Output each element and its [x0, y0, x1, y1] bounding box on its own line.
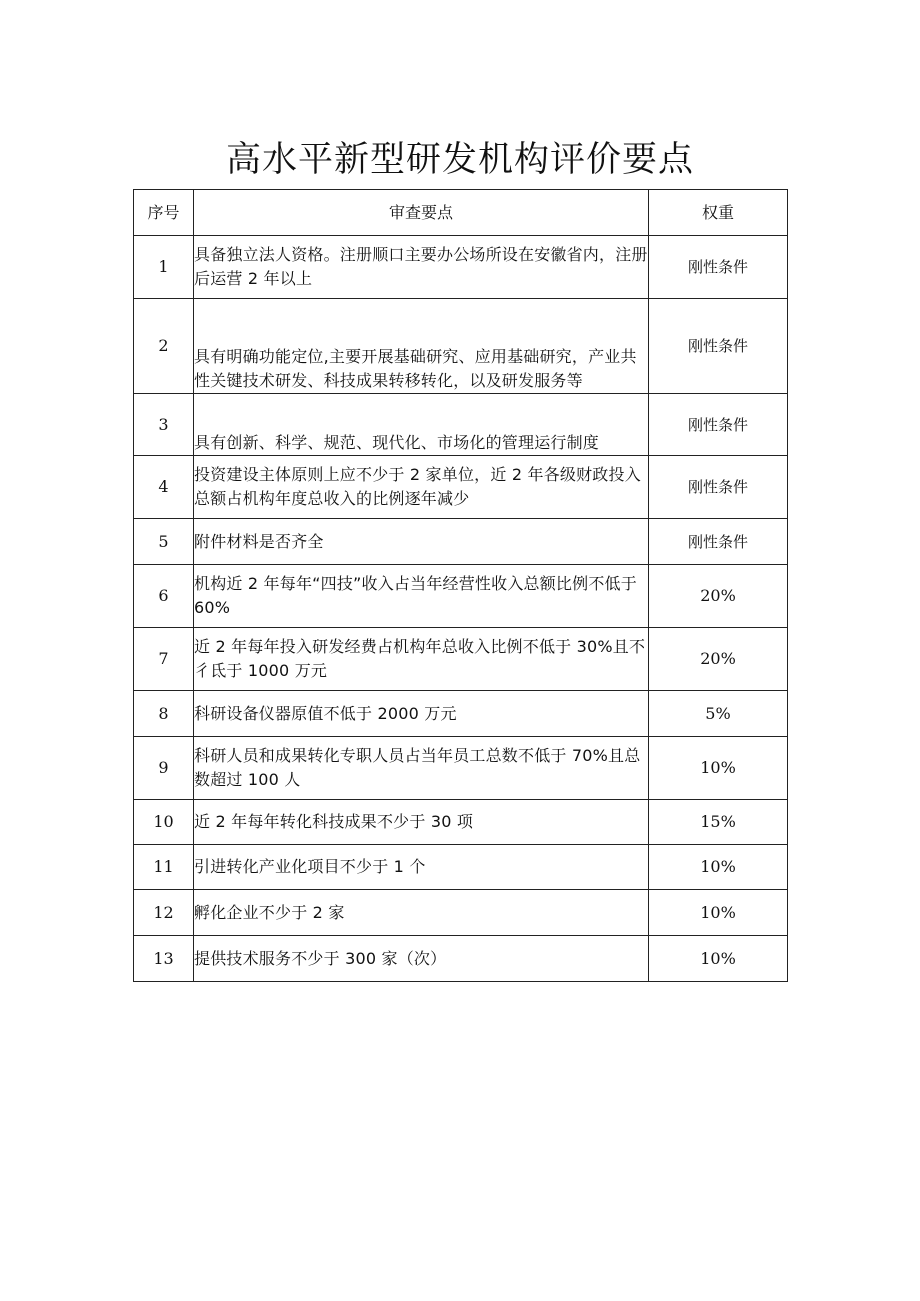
row-point: 近 2 年每年投入研发经费占机构年总收入比例不低于 30%且不彳氐于 1000 万元 [194, 628, 649, 691]
table-row [134, 456, 788, 519]
page-title: 高水平新型研发机构评价要点 [225, 140, 694, 180]
row-number: 9 [134, 737, 194, 800]
table-row [134, 800, 788, 845]
row-weight: 20% [649, 565, 788, 628]
row-point: 机构近 2 年每年“四技”收入占当年经营性收入总额比例不低于 60% [194, 565, 649, 628]
table-row [134, 845, 788, 890]
row-number: 6 [134, 565, 194, 628]
row-weight: 15% [649, 800, 788, 845]
table-row [134, 936, 788, 982]
row-number: 3 [134, 394, 194, 456]
row-weight: 10% [649, 845, 788, 890]
row-number: 1 [134, 236, 194, 299]
row-point: 投资建设主体原则上应不少于 2 家单位，近 2 年各级财政投入总额占机构年度总收入的比例逐年减少 [194, 456, 649, 519]
row-point: 科研人员和成果转化专职人员占当年员工总数不低于 70%且总数超过 100 人 [194, 737, 649, 800]
row-weight: 10% [649, 890, 788, 936]
row-weight: 刚性条件 [649, 236, 788, 299]
row-point: 科研设备仪器原值不低于 2000 万元 [194, 691, 649, 737]
row-point: 具有明确功能定位,主要开展基础研究、应用基础研究，产业共性关键技术研发、科技成果转移转化，以及研发服务等 [194, 299, 649, 394]
table-row [134, 299, 788, 394]
row-weight: 刚性条件 [649, 394, 788, 456]
row-weight: 10% [649, 737, 788, 800]
row-weight: 20% [649, 628, 788, 691]
table-row [134, 691, 788, 737]
row-weight: 10% [649, 936, 788, 982]
row-point: 具备独立法人资格。注册顺口主要办公场所设在安徽省内，注册后运营 2 年以上 [194, 236, 649, 299]
table-row [134, 890, 788, 936]
header-point: 审查要点 [194, 190, 649, 236]
row-number: 4 [134, 456, 194, 519]
row-number: 13 [134, 936, 194, 982]
row-number: 8 [134, 691, 194, 737]
header-no: 序号 [134, 190, 194, 236]
row-number: 10 [134, 800, 194, 845]
row-weight: 刚性条件 [649, 299, 788, 394]
row-weight: 刚性条件 [649, 519, 788, 565]
row-number: 12 [134, 890, 194, 936]
row-number: 2 [134, 299, 194, 394]
row-point: 近 2 年每年转化科技成果不少于 30 项 [194, 800, 649, 845]
evaluation-table [133, 189, 788, 982]
table-row [134, 394, 788, 456]
row-number: 11 [134, 845, 194, 890]
row-number: 7 [134, 628, 194, 691]
row-point: 提供技术服务不少于 300 家（次） [194, 936, 649, 982]
header-weight: 权重 [649, 190, 788, 236]
row-point: 具有创新、科学、规范、现代化、市场化的管理运行制度 [194, 394, 649, 456]
row-point: 孵化企业不少于 2 家 [194, 890, 649, 936]
table-row [134, 628, 788, 691]
table-row [134, 236, 788, 299]
row-weight: 5% [649, 691, 788, 737]
row-point: 引进转化产业化项目不少于 1 个 [194, 845, 649, 890]
row-point: 附件材料是否齐全 [194, 519, 649, 565]
table-row [134, 565, 788, 628]
table-header-row [134, 190, 788, 236]
table-row [134, 519, 788, 565]
table-row [134, 737, 788, 800]
row-weight: 刚性条件 [649, 456, 788, 519]
row-number: 5 [134, 519, 194, 565]
